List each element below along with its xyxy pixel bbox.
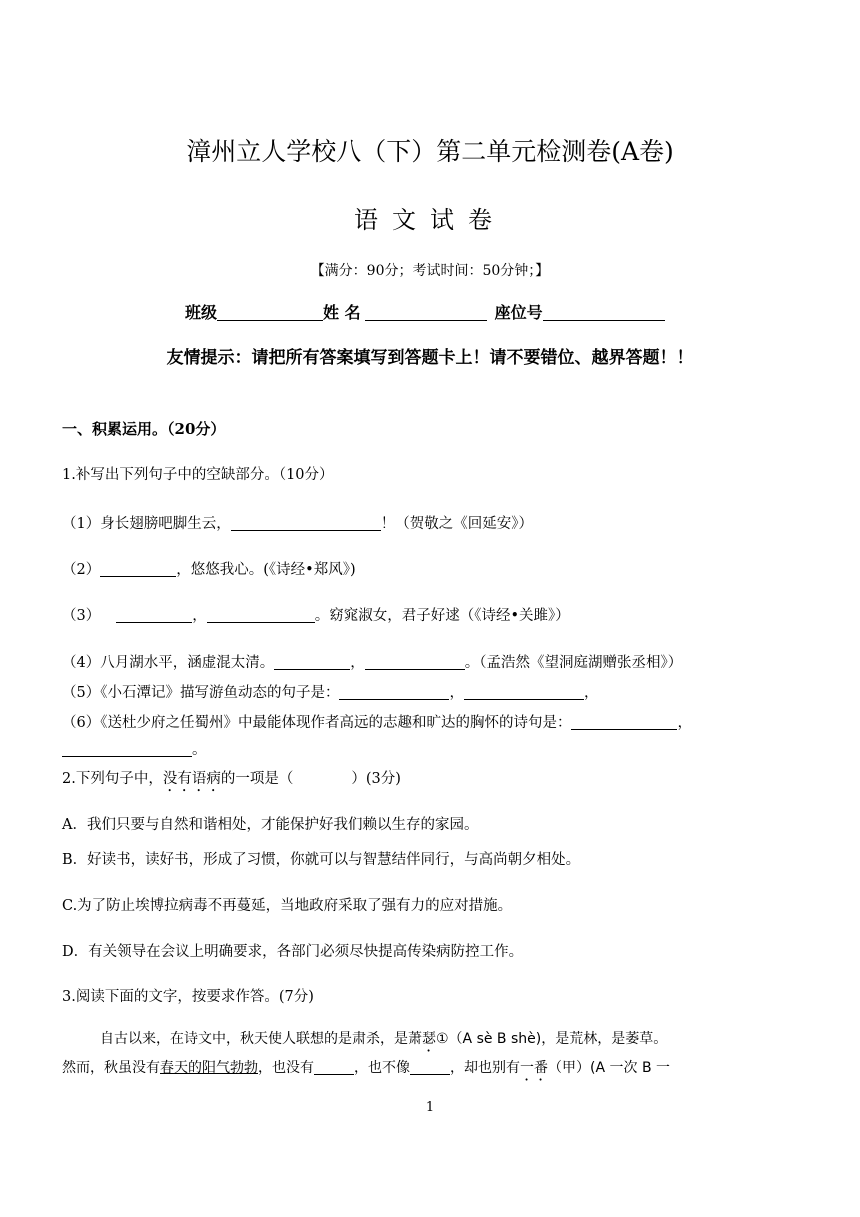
q1-item-1: （1）身长翅膀吧脚生云， ！（贺敬之《回延安》） xyxy=(62,516,533,532)
q3-passage-line-2: 然而，秋虽没有春天的阳气勃勃，也没有 ，也不像 ，却也别有一番（甲）(A 一次 B 一 xyxy=(62,1060,670,1076)
q3-stem: 3.阅读下面的文字，按要求作答。(7分) xyxy=(62,989,314,1005)
page-number: 1 xyxy=(425,1100,435,1115)
q2-option-a: A．我们只要与自然和谐相处，才能保护好我们赖以生存的家园。 xyxy=(62,817,479,833)
answer-blank xyxy=(410,1059,450,1075)
underlined-text: 春天的阳气勃勃 xyxy=(160,1060,258,1076)
section-heading: 一、积累运用。（20分） xyxy=(62,420,226,438)
name-blank xyxy=(365,304,487,321)
emphasis-text: 瑟 xyxy=(422,1031,436,1047)
answer-blank xyxy=(207,607,315,623)
q1-item-3: （3） ， 。窈窕淑女，君子好逑（《诗经•关雎》） xyxy=(62,608,570,624)
page-subtitle: 语文试卷 xyxy=(354,206,506,234)
class-label: 班级 xyxy=(185,303,218,322)
q2-option-c: C.为了防止埃博拉病毒不再蔓延，当地政府采取了强有力的应对措施。 xyxy=(62,898,513,914)
emphasis-text: 没有语病 xyxy=(162,771,221,787)
answer-blank xyxy=(365,654,465,670)
q1-item-6-cont: 。 xyxy=(62,738,207,759)
student-info-row xyxy=(185,300,665,323)
name-label: 姓 名 xyxy=(323,303,361,322)
answer-blank xyxy=(62,741,192,757)
seat-blank xyxy=(543,304,665,321)
page-title: 漳州立人学校八（下）第二单元检测卷(A卷) xyxy=(186,137,674,166)
q1-item-5: （5）《小石潭记》描写游鱼动态的句子是： ， ， xyxy=(62,685,599,701)
answer-blank xyxy=(231,515,381,531)
emphasis-text: 一番 xyxy=(520,1060,548,1076)
q3-passage-line-1: 自古以来，在诗文中，秋天使人联想的是肃杀，是萧瑟①（A sè B shè)，是荒林，是萎草。 xyxy=(100,1031,668,1047)
answer-blank xyxy=(116,607,192,623)
answer-blank xyxy=(571,714,677,730)
answer-blank xyxy=(100,561,176,577)
friendly-tip: 友情提示：请把所有答案填写到答题卡上！请不要错位、越界答题！！ xyxy=(166,348,694,368)
q2-option-b: B．好读书，读好书，形成了习惯，你就可以与智慧结伴同行，与高尚朝夕相处。 xyxy=(62,852,581,868)
answer-blank xyxy=(314,1059,354,1075)
q2-stem: 2.下列句子中，没有语病的一项是（ ）(3分) xyxy=(62,771,401,787)
answer-blank xyxy=(274,654,350,670)
seat-label: 座位号 xyxy=(494,303,543,322)
q1-item-2: （2） ，悠悠我心。(《诗经•郑风》) xyxy=(62,562,356,578)
exam-meta: 【满分：90分；考试时间：50分钟；】 xyxy=(310,263,550,279)
q1-stem: 1.补写出下列句子中的空缺部分。（10分） xyxy=(62,467,334,483)
answer-blank xyxy=(339,684,449,700)
q2-option-d: D．有关领导在会议上明确要求，各部门必须尽快提高传染病防控工作。 xyxy=(62,944,524,960)
q1-item-4: （4）八月湖水平，涵虚混太清。 ， 。（孟浩然《望洞庭湖赠张丞相》） xyxy=(62,655,683,671)
q1-item-6: （6）《送杜少府之任蜀州》中最能体现作者高远的志趣和旷达的胸怀的诗句是： ， xyxy=(62,715,692,731)
answer-blank xyxy=(464,684,584,700)
class-blank xyxy=(217,304,323,321)
